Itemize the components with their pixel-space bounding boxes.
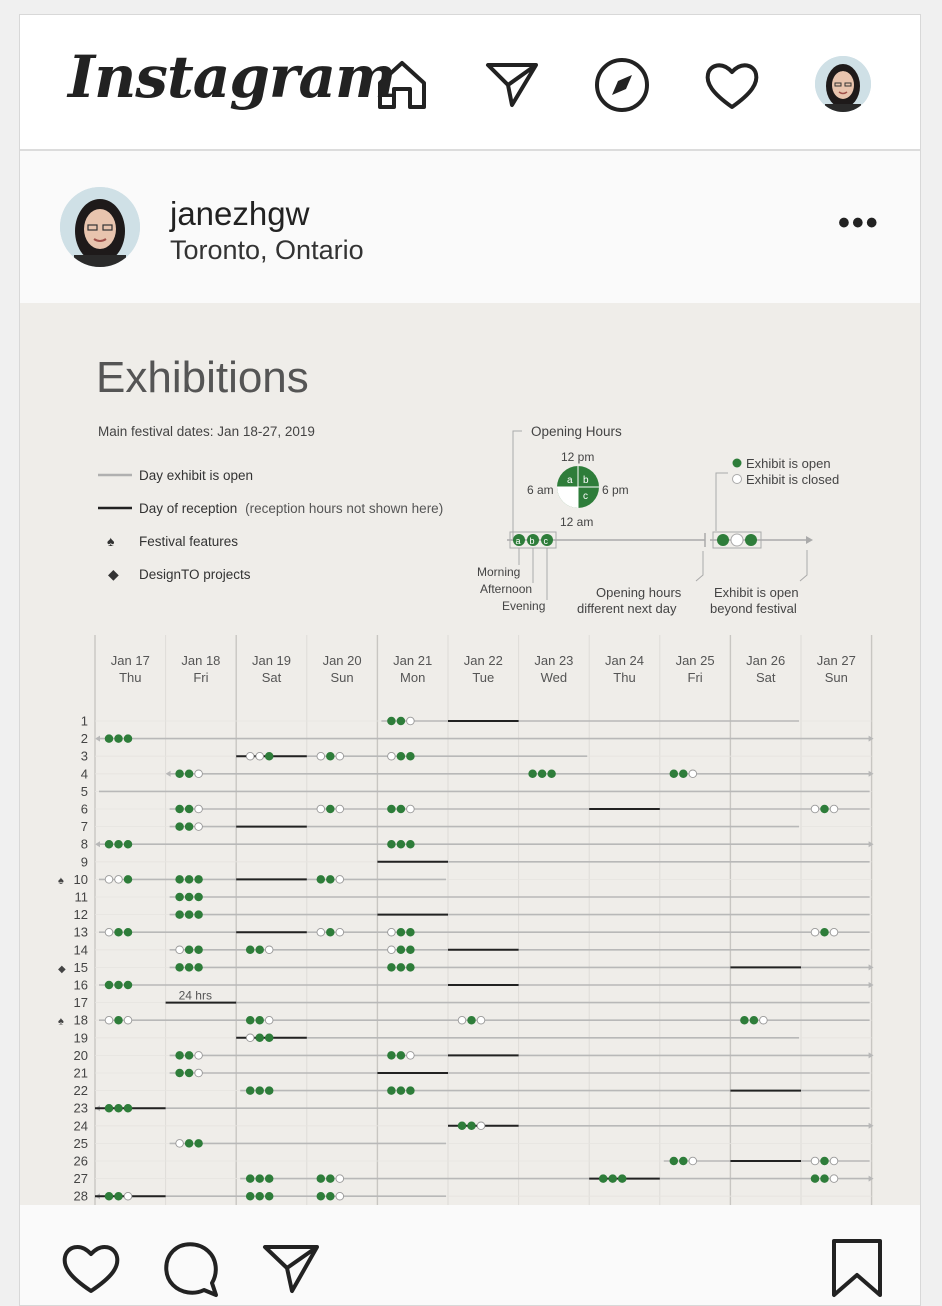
clock-label-b: b — [583, 475, 589, 486]
day-header-date: Jan 24 — [604, 653, 645, 668]
legend-designto: DesignTO projects — [139, 567, 251, 582]
open-dot — [176, 876, 184, 884]
open-dot — [821, 805, 829, 813]
day-header-weekday: Thu — [613, 670, 636, 685]
open-dot — [538, 770, 546, 778]
label-12am: 12 am — [560, 515, 594, 529]
row-number: 4 — [80, 766, 88, 782]
closed-dot — [124, 1016, 132, 1024]
legend-day-open: Day exhibit is open — [139, 468, 254, 483]
row-number: 3 — [80, 748, 88, 764]
open-dot — [821, 928, 829, 936]
open-dot — [388, 1052, 396, 1060]
exhibitions-infographic — [20, 303, 920, 1205]
like-heart-icon[interactable] — [60, 1237, 122, 1299]
open-dot — [195, 911, 203, 919]
post-image-exhibitions-chart[interactable] — [20, 303, 920, 1205]
open-dot — [458, 1122, 466, 1130]
open-dot — [185, 964, 193, 972]
arrow-left-icon — [166, 771, 171, 777]
closed-dot — [336, 928, 344, 936]
closed-dot — [105, 876, 113, 884]
closed-dot — [811, 1157, 819, 1165]
legend-beyond-1: Exhibit is open — [714, 585, 799, 600]
closed-dot — [336, 1192, 344, 1200]
row-number: 26 — [73, 1153, 88, 1169]
more-options-icon[interactable]: ••• — [838, 204, 880, 242]
open-dot — [388, 805, 396, 813]
legend-reception-note: (reception hours not shown here) — [245, 501, 444, 516]
row-number: 16 — [73, 977, 88, 993]
closed-dot — [176, 946, 184, 954]
day-header-weekday: Sat — [755, 670, 776, 685]
open-dot — [397, 805, 405, 813]
row-number: 1 — [80, 713, 88, 729]
open-dot — [105, 735, 113, 743]
day-header-date: Jan 17 — [110, 653, 150, 668]
open-dot — [246, 1087, 254, 1095]
legend-festival-features: Festival features — [139, 534, 239, 549]
row-number: 8 — [80, 836, 88, 852]
opening-hours-legend — [477, 424, 705, 616]
day-header-date: Jan 25 — [675, 653, 715, 668]
closed-dot — [317, 752, 325, 760]
open-dot — [397, 964, 405, 972]
top-navigation-bar — [20, 15, 920, 151]
closed-dot — [811, 928, 819, 936]
open-dot — [115, 1016, 123, 1024]
row-number: 12 — [73, 907, 88, 923]
open-dot — [407, 946, 415, 954]
row-number: 28 — [73, 1188, 88, 1204]
open-dot — [105, 1192, 113, 1200]
closed-dot — [830, 1175, 838, 1183]
closed-dot — [246, 752, 254, 760]
open-dot — [124, 735, 132, 743]
day-header-weekday: Thu — [119, 670, 142, 685]
open-dot — [185, 1069, 193, 1077]
closed-dot — [477, 1016, 485, 1024]
open-dot — [327, 876, 335, 884]
diamond-icon: ◆ — [108, 566, 119, 582]
open-dot — [599, 1175, 607, 1183]
open-dot — [407, 1087, 415, 1095]
label-opening-hours-diff-1: Opening hours — [596, 585, 682, 600]
legend-open: Exhibit is open — [746, 456, 831, 471]
closed-dot — [336, 1175, 344, 1183]
open-dot — [397, 752, 405, 760]
day-header-weekday: Fri — [193, 670, 209, 685]
open-dot — [115, 735, 123, 743]
open-dot — [195, 876, 203, 884]
home-icon[interactable] — [372, 55, 432, 115]
open-dot — [407, 840, 415, 848]
day-header-weekday: Tue — [472, 670, 495, 685]
day-header-weekday: Sun — [824, 670, 848, 685]
closed-dot — [388, 928, 396, 936]
open-dot — [115, 928, 123, 936]
open-dot — [195, 946, 203, 954]
legend-closed: Exhibit is closed — [746, 472, 840, 487]
label-morning: Morning — [477, 565, 521, 579]
open-dot — [115, 840, 123, 848]
row-number: 23 — [73, 1100, 88, 1116]
day-header-weekday: Fri — [687, 670, 703, 685]
open-dot — [115, 1104, 123, 1112]
open-dot — [811, 1175, 819, 1183]
arrow-left-icon — [95, 736, 100, 742]
open-dot — [256, 1087, 264, 1095]
row-number: 27 — [73, 1171, 88, 1187]
open-dot — [821, 1175, 829, 1183]
row-number: 14 — [73, 942, 88, 958]
open-dot — [176, 823, 184, 831]
open-dot — [185, 946, 193, 954]
profile-avatar[interactable] — [815, 56, 871, 112]
closed-dot — [336, 752, 344, 760]
open-dot — [265, 1175, 273, 1183]
open-dot — [397, 717, 405, 725]
row-number: 13 — [73, 924, 88, 940]
open-dot — [176, 893, 184, 901]
day-header-date: Jan 22 — [463, 653, 503, 668]
open-dot — [246, 1192, 254, 1200]
share-send-icon[interactable] — [260, 1237, 322, 1299]
open-dot — [618, 1175, 626, 1183]
open-dot — [176, 1069, 184, 1077]
closed-dot — [477, 1122, 485, 1130]
open-dot — [105, 981, 113, 989]
open-dot — [327, 1175, 335, 1183]
closed-dot — [195, 770, 203, 778]
legend-reception: Day of reception — [139, 501, 238, 516]
author-avatar[interactable] — [60, 187, 140, 267]
arrow-left-icon — [95, 841, 100, 847]
open-dot — [397, 1087, 405, 1095]
closed-dot — [265, 946, 273, 954]
closed-dot — [407, 1052, 415, 1060]
open-dot — [609, 1175, 617, 1183]
day-header-date: Jan 18 — [181, 653, 221, 668]
closed-dot — [407, 717, 415, 725]
open-dot — [397, 946, 405, 954]
open-dot — [176, 770, 184, 778]
closed-dot — [246, 1034, 254, 1042]
annotation-24hrs: 24 hrs — [178, 988, 212, 1003]
open-dot — [680, 770, 688, 778]
open-dot — [468, 1122, 476, 1130]
open-dot — [397, 928, 405, 936]
row-number: 25 — [73, 1135, 88, 1151]
open-dot — [317, 1175, 325, 1183]
closed-dot — [124, 1192, 132, 1200]
spade-icon: ♠ — [107, 533, 115, 549]
row-number: 6 — [80, 801, 88, 817]
closed-dot — [195, 823, 203, 831]
label-6pm: 6 pm — [602, 483, 629, 497]
open-closed-legend — [710, 456, 839, 616]
open-dot — [265, 1192, 273, 1200]
open-dot — [256, 1016, 264, 1024]
spade-icon: ♠ — [58, 1015, 64, 1028]
post-location[interactable]: Toronto, Ontario — [170, 235, 364, 265]
open-dot — [468, 1016, 476, 1024]
open-dot — [548, 770, 556, 778]
closed-dot — [811, 805, 819, 813]
closed-dot — [689, 770, 697, 778]
open-dot — [388, 717, 396, 725]
day-header-weekday: Sat — [261, 670, 282, 685]
label-evening: Evening — [502, 599, 546, 613]
row-number: 22 — [73, 1083, 88, 1099]
instagram-frame — [19, 14, 921, 1306]
open-dot — [327, 752, 335, 760]
label-afternoon: Afternoon — [480, 582, 533, 596]
open-dot — [388, 1087, 396, 1095]
closed-dot — [176, 1140, 184, 1148]
open-dot — [680, 1157, 688, 1165]
post-header — [20, 151, 920, 303]
closed-dot — [689, 1157, 697, 1165]
comment-bubble-icon[interactable] — [160, 1237, 222, 1299]
open-dot — [246, 946, 254, 954]
open-dot — [176, 964, 184, 972]
open-dot — [185, 893, 193, 901]
open-dot — [115, 981, 123, 989]
row-number: 19 — [73, 1030, 88, 1046]
open-dot — [388, 840, 396, 848]
row-number: 24 — [73, 1118, 88, 1134]
day-header-date: Jan 23 — [534, 653, 574, 668]
instagram-logo[interactable]: Instagram — [68, 43, 396, 111]
open-dot — [185, 911, 193, 919]
open-dot — [124, 928, 132, 936]
open-dot — [246, 1016, 254, 1024]
closed-dot — [195, 805, 203, 813]
closed-dot — [115, 876, 123, 884]
open-dot — [176, 805, 184, 813]
svg-text:Day of reception (re — [139, 501, 443, 516]
closed-dot — [256, 752, 264, 760]
day-header-weekday: Sun — [330, 670, 354, 685]
post-username[interactable]: janezhgw — [170, 195, 310, 232]
open-dot — [185, 1052, 193, 1060]
open-dot — [195, 893, 203, 901]
closed-dot — [336, 805, 344, 813]
post-actions-bar — [20, 1205, 920, 1306]
diamond-icon: ◆ — [58, 963, 66, 975]
svg-text:a: a — [515, 536, 521, 546]
day-header-date: Jan 20 — [322, 653, 362, 668]
open-dot — [124, 1104, 132, 1112]
open-dot — [529, 770, 537, 778]
closed-dot — [317, 805, 325, 813]
day-header-weekday: Wed — [540, 670, 568, 685]
closed-dot — [458, 1016, 466, 1024]
open-dot — [327, 928, 335, 936]
open-dot — [327, 805, 335, 813]
open-dot — [256, 946, 264, 954]
closed-dot — [407, 805, 415, 813]
closed-dot — [195, 1052, 203, 1060]
closed-dot — [105, 928, 113, 936]
open-dot — [407, 928, 415, 936]
open-dot — [124, 876, 132, 884]
svg-text:c: c — [543, 536, 548, 546]
closed-dot — [388, 752, 396, 760]
row-number: 20 — [73, 1047, 88, 1063]
save-bookmark-icon[interactable] — [826, 1237, 888, 1299]
row-number: 21 — [73, 1065, 88, 1081]
explore-compass-icon[interactable] — [592, 55, 652, 115]
open-dot — [256, 1175, 264, 1183]
open-dot — [185, 876, 193, 884]
open-dot — [176, 911, 184, 919]
open-dot — [105, 840, 113, 848]
infographic-title: Exhibitions — [96, 353, 309, 402]
opening-hours-title: Opening Hours — [531, 424, 622, 439]
open-dot — [265, 1034, 273, 1042]
open-dot — [397, 1052, 405, 1060]
closed-dot — [195, 1069, 203, 1077]
open-dot — [265, 752, 273, 760]
clock-label-c: c — [583, 491, 588, 502]
open-dot — [105, 1104, 113, 1112]
closed-dot — [388, 946, 396, 954]
open-dot — [256, 1192, 264, 1200]
open-dot — [176, 1052, 184, 1060]
open-dot — [407, 752, 415, 760]
open-dot — [397, 840, 405, 848]
label-12pm: 12 pm — [561, 450, 595, 464]
legend-beyond-2: beyond festival — [710, 601, 797, 616]
clock-label-a: a — [567, 475, 573, 486]
open-dot — [327, 1192, 335, 1200]
infographic-subtitle: Main festival dates: Jan 18-27, 2019 — [98, 424, 315, 439]
open-dot — [185, 1140, 193, 1148]
closed-dot — [317, 928, 325, 936]
row-number: 17 — [73, 995, 88, 1011]
label-6am: 6 am — [527, 483, 554, 497]
closed-dot — [830, 1157, 838, 1165]
open-dot — [124, 840, 132, 848]
direct-send-icon[interactable] — [482, 55, 542, 115]
open-dot — [741, 1016, 749, 1024]
open-dot — [407, 964, 415, 972]
closed-dot — [105, 1016, 113, 1024]
row-number: 15 — [73, 959, 88, 975]
open-dot — [388, 964, 396, 972]
closed-dot — [265, 1016, 273, 1024]
heart-icon[interactable] — [702, 55, 762, 115]
day-header-date: Jan 21 — [393, 653, 433, 668]
open-dot — [185, 823, 193, 831]
row-number: 11 — [74, 889, 88, 905]
open-dot — [670, 770, 678, 778]
open-dot — [246, 1175, 254, 1183]
day-header-date: Jan 27 — [816, 653, 856, 668]
open-dot — [115, 1192, 123, 1200]
row-number: 9 — [80, 854, 88, 870]
open-dot — [317, 1192, 325, 1200]
row-number: 18 — [73, 1012, 88, 1028]
open-dot — [185, 770, 193, 778]
day-header-date: Jan 19 — [251, 653, 292, 668]
open-dot — [265, 1087, 273, 1095]
day-header-date: Jan 26 — [746, 653, 786, 668]
row-number: 2 — [80, 731, 88, 747]
open-dot — [256, 1034, 264, 1042]
open-dot — [317, 876, 325, 884]
day-header-weekday: Mon — [400, 670, 426, 685]
open-dot — [750, 1016, 758, 1024]
open-dot — [185, 805, 193, 813]
closed-dot — [830, 928, 838, 936]
spade-icon: ♠ — [58, 874, 64, 887]
open-dot — [124, 981, 132, 989]
open-dot — [195, 964, 203, 972]
closed-dot — [760, 1016, 768, 1024]
row-number: 5 — [80, 783, 88, 799]
legend-left — [98, 468, 443, 582]
open-dot — [670, 1157, 678, 1165]
open-dot — [821, 1157, 829, 1165]
open-dot — [195, 1140, 203, 1148]
closed-dot — [830, 805, 838, 813]
schedule-grid — [58, 635, 874, 1205]
svg-text:b: b — [529, 536, 535, 546]
label-opening-hours-diff-2: different next day — [577, 601, 677, 616]
row-number: 7 — [80, 819, 88, 835]
row-number: 10 — [73, 871, 88, 887]
closed-dot — [336, 876, 344, 884]
